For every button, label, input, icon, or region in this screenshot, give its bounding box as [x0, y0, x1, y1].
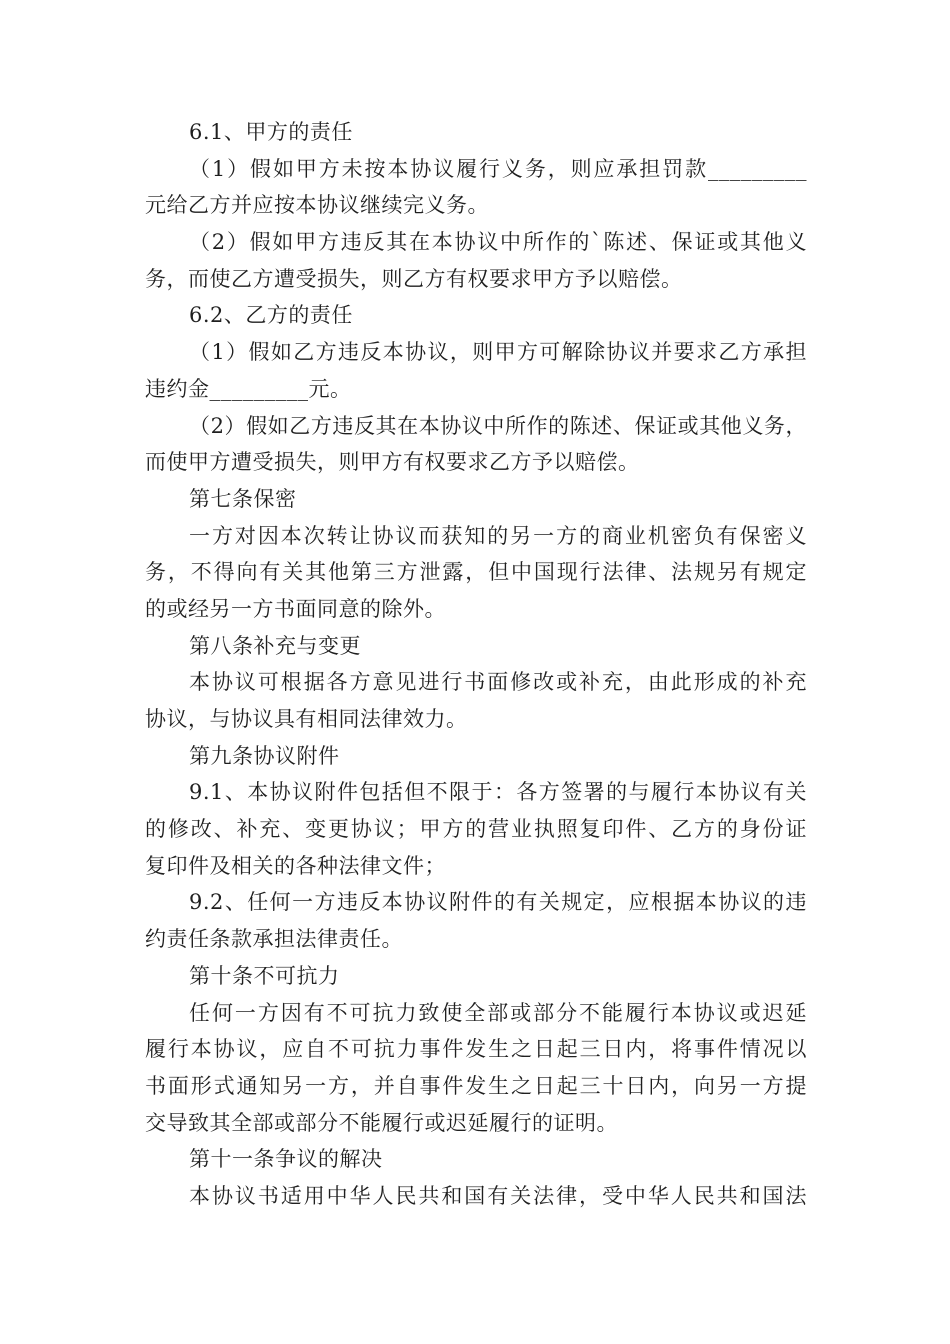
text-line: （1）假如甲方未按本协议履行义务，则应承担罚款_________	[189, 156, 807, 181]
text-line: 第八条补充与变更	[189, 633, 361, 658]
text-line: 第十一条争议的解决	[189, 1147, 383, 1172]
text-line: 本协议可根据各方意见进行书面修改或补充，由此形成的补充	[189, 670, 807, 695]
text-line: 而使甲方遭受损失，则甲方有权要求乙方予以赔偿。	[145, 450, 640, 475]
document-body	[145, 114, 807, 1215]
text-line: 的或经另一方书面同意的除外。	[145, 596, 446, 621]
text-line: 交导致其全部或部分不能履行或迟延履行的证明。	[145, 1110, 618, 1135]
text-line: 本协议书适用中华人民共和国有关法律，受中华人民共和国法	[189, 1183, 807, 1208]
text-line: 第七条保密	[189, 486, 297, 511]
text-line: 协议，与协议具有相同法律效力。	[145, 707, 468, 731]
text-line: 元给乙方并应按本协议继续完义务。	[145, 193, 489, 218]
text-line: 6.2、乙方的责任	[189, 303, 353, 328]
text-line: 任何一方因有不可抗力致使全部或部分不能履行本协议或迟延	[189, 1000, 807, 1025]
text-line: 务，而使乙方遭受损失，则乙方有权要求甲方予以赔偿。	[145, 266, 683, 291]
text-line: 的修改、补充、变更协议；甲方的营业执照复印件、乙方的身份证	[145, 817, 807, 842]
text-line: （1）假如乙方违反本协议，则甲方可解除协议并要求乙方承担	[189, 340, 807, 365]
text-line: 9.1、本协议附件包括但不限于：各方签署的与履行本协议有关	[189, 780, 807, 805]
text-line: 违约金_________元。	[145, 376, 352, 401]
text-line: 一方对因本次转让协议而获知的另一方的商业机密负有保密义	[189, 523, 807, 548]
text-line: 履行本协议，应自不可抗力事件发生之日起三日内，将事件情况以	[145, 1037, 807, 1062]
text-line: 务，不得向有关其他第三方泄露，但中国现行法律、法规另有规定	[145, 560, 807, 585]
text-line: 书面形式通知另一方，并自事件发生之日起三十日内，向另一方提	[145, 1073, 807, 1098]
text-line: 约责任条款承担法律责任。	[145, 927, 403, 952]
text-line: 第十条不可抗力	[189, 963, 340, 988]
text-line: 第九条协议附件	[189, 743, 340, 768]
text-line: 9.2、任何一方违反本协议附件的有关规定，应根据本协议的违	[189, 890, 807, 915]
text-line: 复印件及相关的各种法律文件；	[145, 853, 446, 878]
text-line: （2）假如乙方违反其在本协议中所作的陈述、保证或其他义务，	[189, 413, 807, 438]
text-line: 6.1、甲方的责任	[189, 120, 353, 144]
text-line: （2）假如甲方违反其在本协议中所作的`陈述、保证或其他义	[189, 230, 807, 255]
